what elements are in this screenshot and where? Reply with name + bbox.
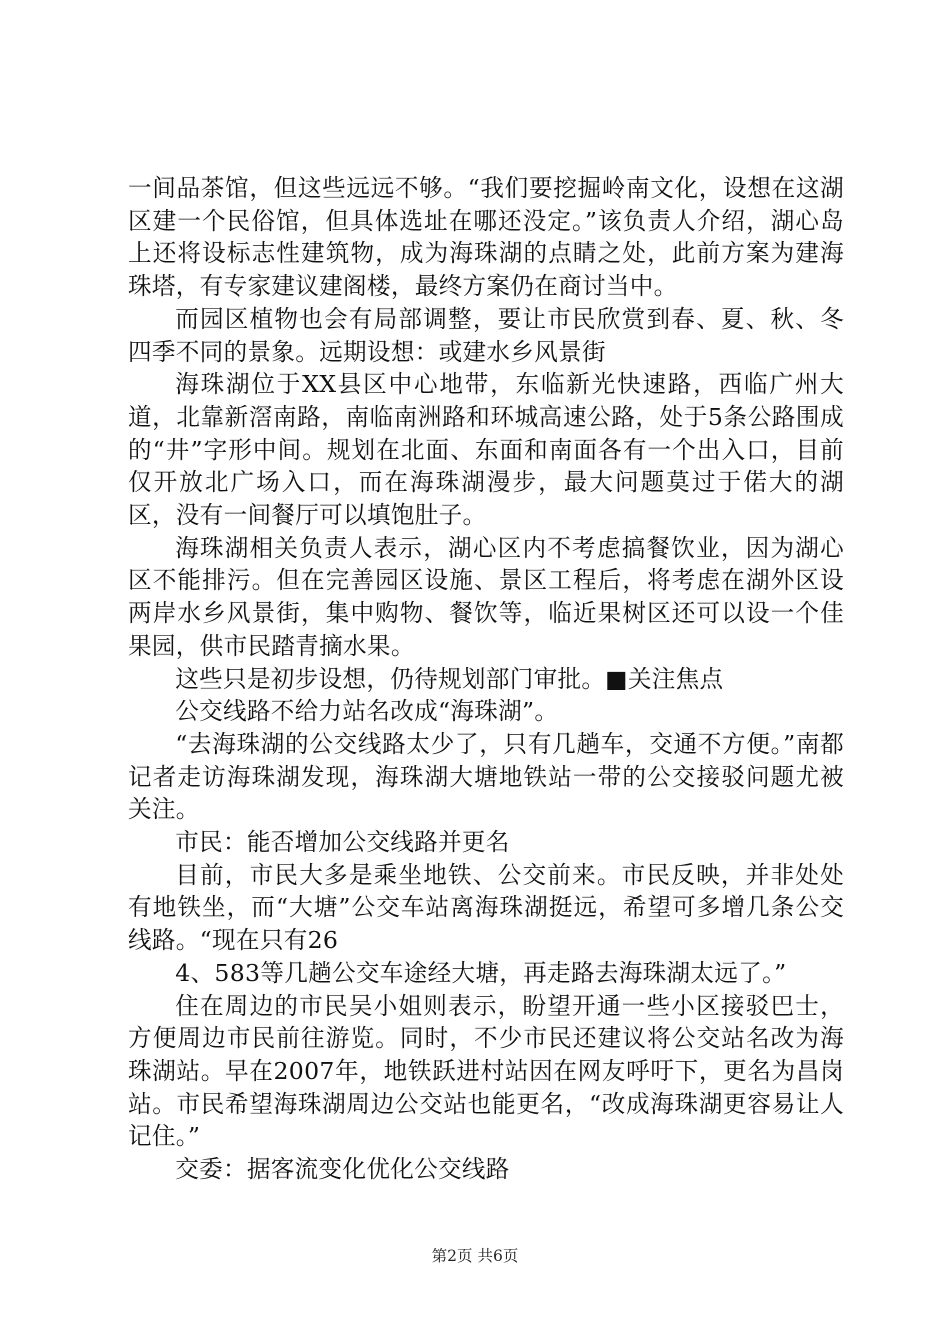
paragraph: 海珠湖相关负责人表示，湖心区内不考虑搞餐饮业，因为湖心区不能排污。但在完善园区设施、景区工程后，将考虑在湖外区设两岸水乡风景街，集中购物、餐饮等，临近果树区还可以设一个佳果园，供市民踏青摘水果。: [128, 533, 844, 660]
paragraph: 海珠湖位于XX县区中心地带，东临新光快速路，西临广州大道，北靠新滘南路，南临南洲路和环城高速公路，处于5条公路围成的“井”字形中间。规划在北面、东面和南面各有一个出入口，目前仅开放北广场入口，而在海珠湖漫步，最大问题莫过于偌大的湖区，没有一间餐厅可以填饱肚子。: [128, 370, 844, 530]
paragraph: 而园区植物也会有局部调整，要让市民欣赏到春、夏、秋、冬四季不同的景象。远期设想：或建水乡风景街: [128, 304, 844, 366]
section-heading: 公交线路不给力站名改成“海珠湖”。: [175, 697, 559, 726]
paragraph: “去海珠湖的公交线路太少了，只有几趟车，交通不方便。”南都记者走访海珠湖发现，海珠湖大塘地铁站一带的公交接驳问题尤被关注。: [128, 729, 844, 824]
section-heading: 市民：能否增加公交线路并更名: [175, 828, 510, 857]
paragraph: 住在周边的市民吴小姐则表示，盼望开通一些小区接驳巴士，方便周边市民前往游览。同时，不少市民还建议将公交站名改为海珠湖站。早在2007年，地铁跃进村站因在网友呼吁下，更名为昌岗站。市民希望海珠湖周边公交站也能更名，“改成海珠湖更容易让人记住。”: [128, 991, 844, 1151]
paragraph: 目前，市民大多是乘坐地铁、公交前来。市民反映，并非处处有地铁坐，而“大塘”公交车站离海珠湖挺远，希望可多增几条公交线路。“现在只有26: [128, 860, 844, 955]
paragraph: 这些只是初步设想，仍待规划部门审批。■关注焦点: [175, 664, 724, 693]
paragraph: 一间品茶馆，但这些远远不够。“我们要挖掘岭南文化，设想在这湖区建一个民俗馆，但具体选址在哪还没定。”该负责人介绍，湖心岛上还将设标志性建筑物，成为海珠湖的点睛之处，此前方案为建海珠塔，有专家建议建阁楼，最终方案仍在商讨当中。: [128, 174, 844, 301]
paragraph: 4、583等几趟公交车途经大塘，再走路去海珠湖太远了。”: [175, 958, 787, 987]
document-body: [128, 172, 844, 1186]
page-number-footer: 第2页 共6页: [431, 1247, 519, 1265]
section-heading: 交委：据客流变化优化公交线路: [175, 1155, 510, 1184]
